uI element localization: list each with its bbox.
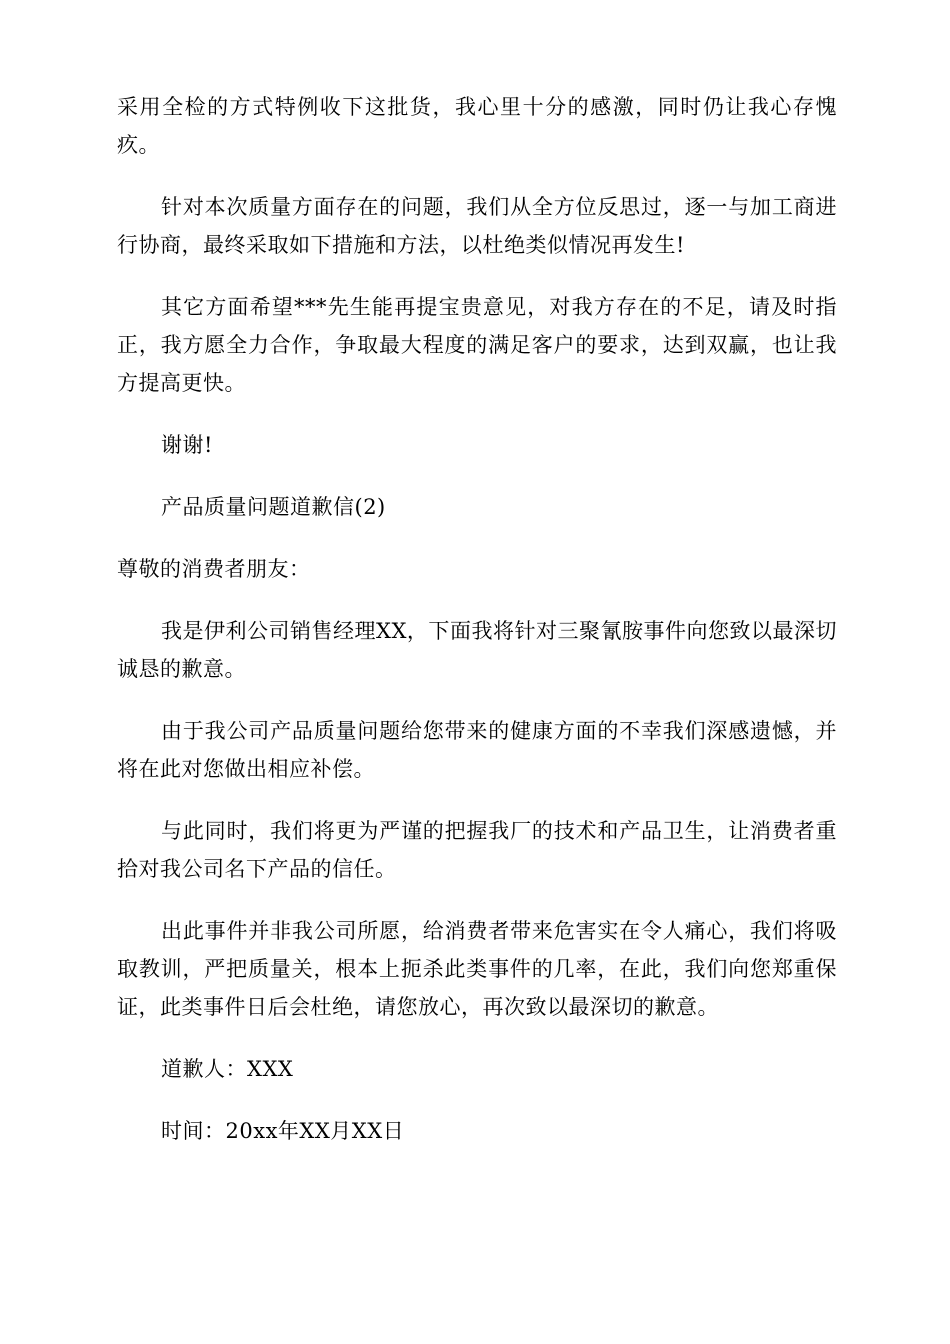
- letter-title: 产品质量问题道歉信(2): [161, 495, 386, 519]
- paragraph-feedback-request: 其它方面希望***先生能再提宝贵意见，对我方存在的不足，请及时指正，我方愿全力合作，争取最大程度的满足客户的要求，达到双赢，也让我方提高更快。: [117, 295, 837, 395]
- paragraph-trust: 与此同时，我们将更为严谨的把握我厂的技术和产品卫生，让消费者重拾对我公司名下产品的信任。: [117, 819, 837, 881]
- paragraph-compensation: 由于我公司产品质量问题给您带来的健康方面的不幸我们深感遗憾，并将在此对您做出相应补偿。: [117, 719, 837, 781]
- salutation: 尊敬的消费者朋友：: [117, 557, 311, 581]
- signature-line: 道歉人：XXX: [161, 1057, 294, 1081]
- date-line: 时间：20xx年XX月XX日: [161, 1119, 405, 1143]
- paragraph-introduction: 我是伊利公司销售经理XX，下面我将针对三聚氰胺事件向您致以最深切诚恳的歉意。: [117, 619, 837, 681]
- paragraph-guarantee: 出此事件并非我公司所愿，给消费者带来危害实在令人痛心，我们将吸取教训，严把质量关，根本上扼杀此类事件的几率，在此，我们向您郑重保证，此类事件日后会杜绝，请您放心，再次致以最深切的歉意。: [117, 919, 837, 1019]
- paragraph-continuation: 采用全检的方式特例收下这批货，我心里十分的感激，同时仍让我心存愧疚。: [117, 95, 837, 157]
- paragraph-thanks: 谢谢!: [161, 433, 213, 457]
- paragraph-measures: 针对本次质量方面存在的问题，我们从全方位反思过，逐一与加工商进行协商，最终采取如下措施和方法，以杜绝类似情况再发生!: [117, 195, 837, 257]
- letter-body: [117, 88, 837, 1174]
